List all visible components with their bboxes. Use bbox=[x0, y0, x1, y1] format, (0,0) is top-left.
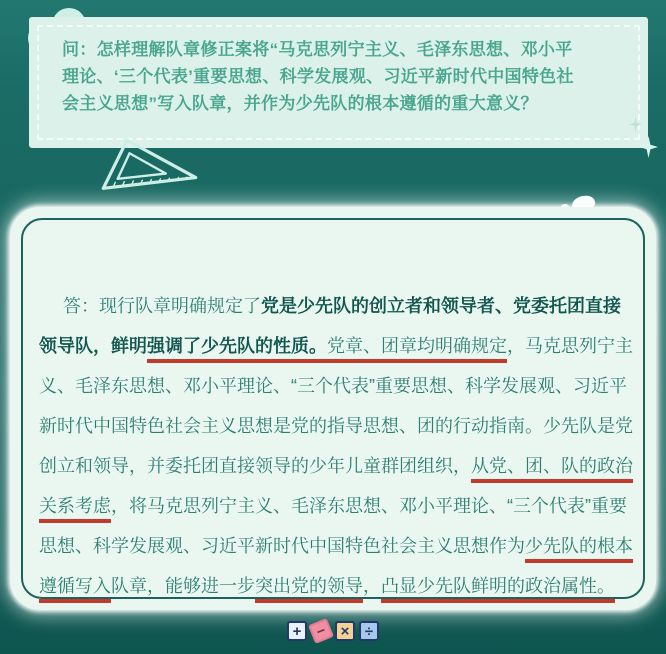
answer-segment: ，将马克思列宁主义、毛泽东思想、邓小平理论、“三个代表”重要思想、科学发展观、习近平新时代中国特色社会主义思想作为 bbox=[39, 496, 627, 556]
answer-card bbox=[10, 207, 656, 610]
answer-segment: 党是少先队的创立者和领导者、党委托团直接领导队，鲜明 bbox=[39, 296, 621, 356]
answer-card-border bbox=[21, 218, 645, 599]
answer-segment: 强调了少先队的性质。 bbox=[147, 336, 327, 356]
question-box bbox=[29, 17, 648, 148]
answer-segment: 队章，能够进一步 bbox=[111, 576, 255, 596]
question-text: 问：怎样理解队章修正案将“马克思列宁主义、毛泽东思想、邓小平理论、‘三个代表’重要思想、科学发展观、习近平新时代中国特色社会主义思想”写入队章，并作为少先队的根本遵循的重大意义？ bbox=[62, 40, 574, 113]
minus-tile-icon: − bbox=[308, 618, 334, 644]
answer-segment: ，马克思列宁主义、毛泽东思想、邓小平理论、“三个代表”重要思想、科学发展观、习近平新时代中国特色社会主义思想是党的指导思想、团的行动指南。少先队是党创立和领导，并委托团直接领导的少年儿童群团组织， bbox=[39, 336, 633, 476]
multiply-tile-icon: × bbox=[335, 621, 355, 641]
answer-segment: 党章、团章均明确规定 bbox=[327, 336, 507, 356]
answer-segment: 少先队的根本遵循写入 bbox=[39, 536, 633, 596]
triangle-ruler-icon bbox=[95, 136, 207, 202]
answer-segment: 凸显少先队鲜明的政治属性。 bbox=[381, 576, 615, 596]
divide-tile-icon: ÷ bbox=[359, 621, 379, 641]
answer-text bbox=[39, 286, 633, 606]
answer-segment: 从党、团、队的政治关系考虑 bbox=[39, 456, 633, 516]
answer-segment: ， bbox=[363, 576, 381, 596]
plus-tile-icon: + bbox=[287, 621, 307, 641]
math-icons-row bbox=[0, 618, 666, 644]
answer-segment: 突出党的领导 bbox=[255, 576, 363, 596]
answer-segment: 答：现行队章明确规定了 bbox=[63, 296, 261, 316]
